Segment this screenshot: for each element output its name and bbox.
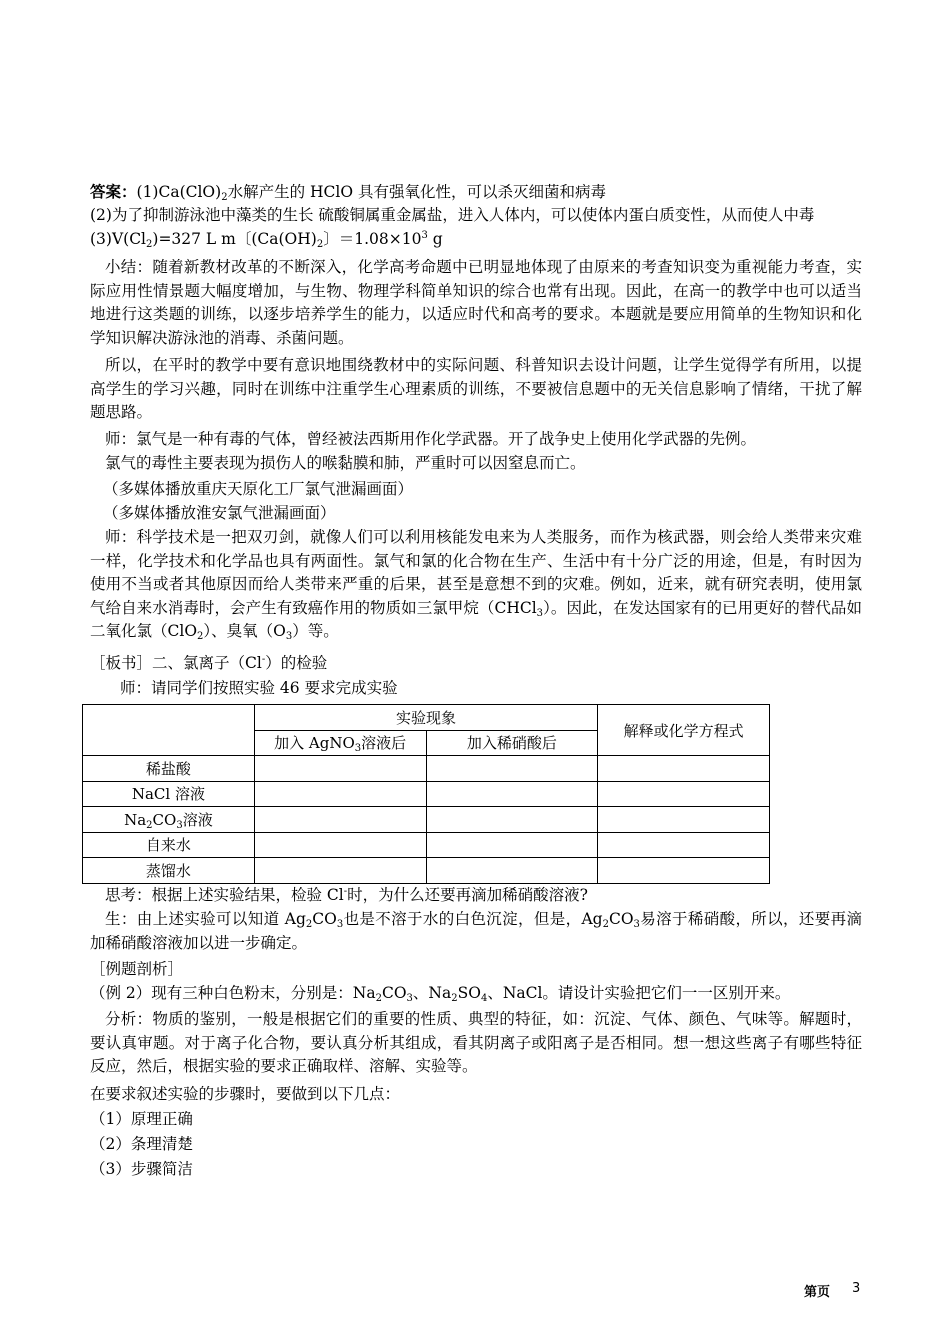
requirement-line: 在要求叙述实验的步骤时，要做到以下几点： xyxy=(90,1085,401,1103)
footer-label: 第页 xyxy=(804,1285,831,1300)
media-line-1: （多媒体播放重庆天原化工厂氯气泄漏画面） xyxy=(103,480,414,498)
point-item: （2）条理清楚 xyxy=(90,1135,193,1153)
row-label: 蒸馏水 xyxy=(83,858,255,884)
header-phenomenon: 实验现象 xyxy=(254,705,597,731)
toxicity-line: 氯气的毒性主要表现为损伤人的喉黏膜和肺，严重时可以因窒息而亡。 xyxy=(105,454,586,472)
header-agno3: 加入 AgNO$_3$溶液后 xyxy=(254,730,426,756)
student-paragraph: 生：由上述实验可以知道 $Ag_2CO_3$也是不溶于水的白色沉淀，但是，$Ag_2CO_3$易溶于稀硝酸，所以，还要再滴加稀硝酸溶液加以进一步确定。 xyxy=(90,910,862,952)
example-2-line: （例 2）现有三种白色粉末，分别是：$Na_2CO_3$、$Na_2SO_4$、NaCl。请设计实验把它们一一区别开来。 xyxy=(90,984,791,1004)
so-paragraph: 所以，在平时的教学中要有意识地围绕教材中的实际问题、科普知识去设计问题，让学生觉得学有所用，以提高学生的学习兴趣，同时在训练中注重学生心理素质的训练，不要被信息题中的无关信息影响了情绪，干扰了解题思路。 xyxy=(90,356,862,421)
table-row xyxy=(83,807,770,833)
answer-line-1: 答案：$(1)Ca(ClO)_2$水解产生的 HClO 具有强氧化性，可以杀灭细菌和病毒 xyxy=(90,182,606,203)
row-label: NaCl 溶液 xyxy=(83,781,255,807)
table-row xyxy=(83,858,770,884)
media-line-2: （多媒体播放淮安氯气泄漏画面） xyxy=(103,504,336,522)
teacher-line-3: 师：请同学们按照实验 46 要求完成实验 xyxy=(120,679,398,697)
point-item: （1）原理正确 xyxy=(90,1110,193,1128)
summary-paragraph: 小结：随着新教材改革的不断深入，化学高考命题中已明显地体现了由原来的考查知识变为重视能力考查，实际应用性情景题大幅度增加，与生物、物理学科简单知识的综合也常有出现。因此，在高一的教学中也可以适当地进行这类题的训练，以逐步培养学生的能力，以适应时代和高考的要求。本题就是要应用简单的生物知识和化学知识解决游泳池的消毒、杀菌问题。 xyxy=(90,258,862,347)
table-corner-cell xyxy=(83,705,255,756)
table-row xyxy=(83,781,770,807)
answer-line-3: $(3)V(Cl_2)=327$ L m〔($Ca(OH)_2$〕$=1.08\times 10^3$ g xyxy=(90,230,443,250)
page-number: 3 xyxy=(852,1281,861,1296)
header-nitric: 加入稀硝酸后 xyxy=(426,730,598,756)
think-line: 思考：根据上述实验结果，检验 Cl-时，为什么还要再滴加稀硝酸溶液? xyxy=(105,886,588,904)
row-label: $Na_2CO_3$溶液 xyxy=(83,807,255,833)
table-row xyxy=(83,832,770,858)
experiment-table xyxy=(82,704,770,884)
point-item: （3）步骤简洁 xyxy=(90,1160,193,1178)
answer-line-2: (2)为了抑制游泳池中藻类的生长 硫酸铜属重金属盐，进入人体内，可以使体内蛋白质变性，从而使人中毒 xyxy=(90,206,815,224)
teacher-paragraph-2: 师：科学技术是一把双刃剑，就像人们可以利用核能发电来为人类服务，而作为核武器，则会给人类带来灾难一样，化学技术和化学品也具有两面性。氯气和氯的化合物在生产、生活中有十分广泛的用途，但是，有时因为使用不当或者其他原因而给人类带来严重的后果，甚至是意想不到的灾难。例如，近来，就有研究表明，使用氯气给自来水消毒时，会产生有致癌作用的物质如三氯甲烷（CHCl$_3$）。因此，在发达国家有的已用更好的替代品如二氧化氯（ClO$_2$）、臭氧$(O_3)$等。 xyxy=(90,528,862,642)
table-row xyxy=(83,756,770,782)
row-label: 稀盐酸 xyxy=(83,756,255,782)
analysis-paragraph: 分析：物质的鉴别，一般是根据它们的重要的性质、典型的特征，如：沉淀、气体、颜色、气味等。解题时，要认真审题。对于离子化合物，要认真分析其组成，看其阴离子或阳离子是否相同。想一想这些离子有哪些特征反应，然后，根据实验的要求正确取样、溶解、实验等。 xyxy=(90,1010,862,1075)
row-label: 自来水 xyxy=(83,832,255,858)
table-header-row xyxy=(83,705,770,731)
board-line: ［板书］二、氯离子（Cl-）的检验 xyxy=(90,654,328,672)
teacher-line-1: 师：氯气是一种有毒的气体，曾经被法西斯用作化学武器。开了战争史上使用化学武器的先例。 xyxy=(105,430,757,448)
example-title: ［例题剖析］ xyxy=(90,960,184,978)
answer-label: 答案： xyxy=(90,182,137,201)
header-explain: 解释或化学方程式 xyxy=(598,705,770,756)
